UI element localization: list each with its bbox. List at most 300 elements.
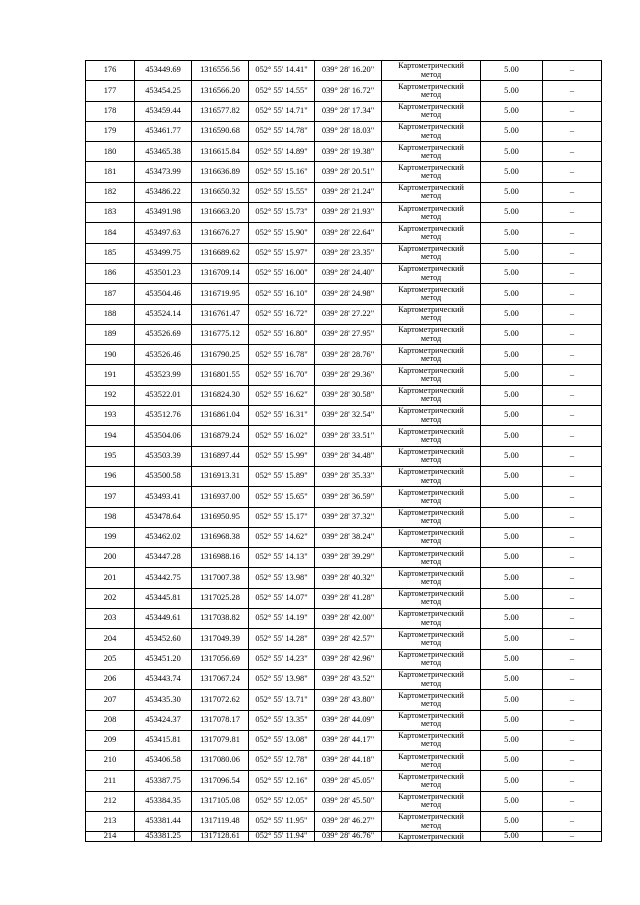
table-row bbox=[86, 365, 602, 385]
accuracy-cell: 5.00 bbox=[481, 710, 543, 730]
method-line-2: метод bbox=[420, 171, 442, 181]
longitude-cell: 039° 28' 42.96" bbox=[315, 649, 382, 669]
latitude-cell: 052° 55' 16.62" bbox=[249, 385, 315, 405]
method-line-1: Картометрический bbox=[398, 568, 464, 578]
method-line-2: метод bbox=[420, 252, 442, 262]
y-coordinate-cell: 1316861.04 bbox=[192, 406, 249, 426]
y-coordinate-cell: 1317080.06 bbox=[192, 751, 249, 771]
point-number-cell: 180 bbox=[86, 142, 135, 162]
point-number-cell: 188 bbox=[86, 304, 135, 324]
note-cell: – bbox=[543, 385, 602, 405]
accuracy-cell: 5.00 bbox=[481, 669, 543, 689]
note-cell: – bbox=[543, 142, 602, 162]
longitude-cell: 039° 28' 16.72" bbox=[315, 81, 382, 101]
method-cell bbox=[382, 385, 481, 405]
latitude-cell: 052° 55' 16.70" bbox=[249, 365, 315, 385]
method-cell bbox=[382, 690, 481, 710]
accuracy-cell: 5.00 bbox=[481, 101, 543, 121]
longitude-cell: 039° 28' 19.38" bbox=[315, 142, 382, 162]
point-number-cell: 210 bbox=[86, 751, 135, 771]
longitude-cell: 039° 28' 33.51" bbox=[315, 426, 382, 446]
accuracy-cell: 5.00 bbox=[481, 751, 543, 771]
method-line-1: Картометрический bbox=[398, 528, 464, 538]
point-number-cell: 211 bbox=[86, 771, 135, 791]
x-coordinate-cell: 453424.37 bbox=[135, 710, 192, 730]
latitude-cell: 052° 55' 14.71" bbox=[249, 101, 315, 121]
table-row bbox=[86, 527, 602, 547]
longitude-cell: 039° 28' 42.57" bbox=[315, 629, 382, 649]
note-cell: – bbox=[543, 365, 602, 385]
latitude-cell: 052° 55' 16.80" bbox=[249, 324, 315, 344]
point-number-cell: 178 bbox=[86, 101, 135, 121]
x-coordinate-cell: 453473.99 bbox=[135, 162, 192, 182]
longitude-cell: 039° 28' 20.51" bbox=[315, 162, 382, 182]
x-coordinate-cell: 453462.02 bbox=[135, 527, 192, 547]
x-coordinate-cell: 453512.76 bbox=[135, 406, 192, 426]
method-cell bbox=[382, 284, 481, 304]
point-number-cell: 195 bbox=[86, 446, 135, 466]
note-cell: – bbox=[543, 284, 602, 304]
x-coordinate-cell: 453486.22 bbox=[135, 182, 192, 202]
method-line-1: Картометрический bbox=[398, 81, 464, 91]
longitude-cell: 039° 28' 17.34" bbox=[315, 101, 382, 121]
method-line-1: Картометрический bbox=[398, 223, 464, 233]
point-number-cell: 205 bbox=[86, 649, 135, 669]
note-cell: – bbox=[543, 406, 602, 426]
method-line-2: метод bbox=[420, 495, 442, 505]
method-line-2: метод bbox=[420, 536, 442, 546]
x-coordinate-cell: 453435.30 bbox=[135, 690, 192, 710]
longitude-cell: 039° 28' 21.24" bbox=[315, 182, 382, 202]
method-line-1: Картометрический bbox=[398, 507, 464, 517]
method-cell bbox=[382, 345, 481, 365]
accuracy-cell: 5.00 bbox=[481, 365, 543, 385]
method-cell bbox=[382, 263, 481, 283]
x-coordinate-cell: 453504.46 bbox=[135, 284, 192, 304]
method-line-1: Картометрический bbox=[398, 365, 464, 375]
y-coordinate-cell: 1316709.14 bbox=[192, 263, 249, 283]
note-cell: – bbox=[543, 568, 602, 588]
method-line-2: метод bbox=[420, 150, 442, 160]
accuracy-cell: 5.00 bbox=[481, 568, 543, 588]
table-row bbox=[86, 669, 602, 689]
method-line-2: метод bbox=[420, 434, 442, 444]
accuracy-cell: 5.00 bbox=[481, 182, 543, 202]
method-cell bbox=[382, 426, 481, 446]
latitude-cell: 052° 55' 16.02" bbox=[249, 426, 315, 446]
method-line-1: Картометрический bbox=[398, 670, 464, 680]
y-coordinate-cell: 1317025.28 bbox=[192, 588, 249, 608]
method-line-2: метод bbox=[420, 313, 442, 323]
method-line-2: метод bbox=[420, 719, 442, 729]
table-row bbox=[86, 649, 602, 669]
latitude-cell: 052° 55' 12.78" bbox=[249, 751, 315, 771]
y-coordinate-cell: 1316937.00 bbox=[192, 487, 249, 507]
accuracy-cell: 5.00 bbox=[481, 345, 543, 365]
method-line-1: Картометрический bbox=[398, 710, 464, 720]
y-coordinate-cell: 1316566.20 bbox=[192, 81, 249, 101]
longitude-cell: 039° 28' 45.05" bbox=[315, 771, 382, 791]
method-cell bbox=[382, 487, 481, 507]
method-cell bbox=[382, 568, 481, 588]
y-coordinate-cell: 1316988.16 bbox=[192, 548, 249, 568]
method-line-2: метод bbox=[420, 353, 442, 363]
latitude-cell: 052° 55' 13.35" bbox=[249, 710, 315, 730]
longitude-cell: 039° 28' 44.18" bbox=[315, 751, 382, 771]
method-line-1: Картометрический bbox=[398, 203, 464, 213]
note-cell: – bbox=[543, 324, 602, 344]
method-line-2: метод bbox=[420, 516, 442, 526]
table-row bbox=[86, 690, 602, 710]
point-number-cell: 189 bbox=[86, 324, 135, 344]
point-number-cell: 192 bbox=[86, 385, 135, 405]
method-cell bbox=[382, 629, 481, 649]
point-number-cell: 206 bbox=[86, 669, 135, 689]
y-coordinate-cell: 1316790.25 bbox=[192, 345, 249, 365]
note-cell: – bbox=[543, 548, 602, 568]
accuracy-cell: 5.00 bbox=[481, 588, 543, 608]
table-row bbox=[86, 284, 602, 304]
latitude-cell: 052° 55' 11.95" bbox=[249, 811, 315, 831]
point-number-cell: 202 bbox=[86, 588, 135, 608]
longitude-cell: 039° 28' 44.09" bbox=[315, 710, 382, 730]
method-cell bbox=[382, 446, 481, 466]
y-coordinate-cell: 1316650.32 bbox=[192, 182, 249, 202]
note-cell: – bbox=[543, 426, 602, 446]
latitude-cell: 052° 55' 16.00" bbox=[249, 263, 315, 283]
table-row bbox=[86, 243, 602, 263]
table-row bbox=[86, 162, 602, 182]
note-cell: – bbox=[543, 730, 602, 750]
note-cell: – bbox=[543, 609, 602, 629]
x-coordinate-cell: 453449.61 bbox=[135, 609, 192, 629]
x-coordinate-cell: 453381.25 bbox=[135, 832, 192, 842]
method-line-1: Картометрический bbox=[398, 447, 464, 457]
method-line-1: Картометрический bbox=[398, 305, 464, 314]
longitude-cell: 039° 28' 40.32" bbox=[315, 568, 382, 588]
note-cell: – bbox=[543, 203, 602, 223]
x-coordinate-cell: 453465.38 bbox=[135, 142, 192, 162]
latitude-cell: 052° 55' 16.10" bbox=[249, 284, 315, 304]
accuracy-cell: 5.00 bbox=[481, 446, 543, 466]
table-row bbox=[86, 548, 602, 568]
x-coordinate-cell: 453499.75 bbox=[135, 243, 192, 263]
table-row bbox=[86, 771, 602, 791]
accuracy-cell: 5.00 bbox=[481, 304, 543, 324]
longitude-cell: 039° 28' 39.29" bbox=[315, 548, 382, 568]
longitude-cell: 039° 28' 24.40" bbox=[315, 263, 382, 283]
note-cell: – bbox=[543, 304, 602, 324]
x-coordinate-cell: 453491.98 bbox=[135, 203, 192, 223]
method-cell bbox=[382, 304, 481, 324]
latitude-cell: 052° 55' 11.94" bbox=[249, 832, 315, 842]
latitude-cell: 052° 55' 14.28" bbox=[249, 629, 315, 649]
latitude-cell: 052° 55' 12.16" bbox=[249, 771, 315, 791]
table-row bbox=[86, 142, 602, 162]
point-number-cell: 208 bbox=[86, 710, 135, 730]
method-cell bbox=[382, 61, 481, 81]
x-coordinate-cell: 453526.46 bbox=[135, 345, 192, 365]
latitude-cell: 052° 55' 14.89" bbox=[249, 142, 315, 162]
accuracy-cell: 5.00 bbox=[481, 527, 543, 547]
method-cell bbox=[382, 588, 481, 608]
table-row bbox=[86, 466, 602, 486]
method-line-1: Картометрический bbox=[398, 690, 464, 700]
y-coordinate-cell: 1316556.56 bbox=[192, 61, 249, 81]
accuracy-cell: 5.00 bbox=[481, 142, 543, 162]
latitude-cell: 052° 55' 15.99" bbox=[249, 446, 315, 466]
latitude-cell: 052° 55' 14.07" bbox=[249, 588, 315, 608]
x-coordinate-cell: 453497.63 bbox=[135, 223, 192, 243]
point-number-cell: 182 bbox=[86, 182, 135, 202]
method-line-2: метод bbox=[420, 394, 442, 404]
longitude-cell: 039° 28' 41.28" bbox=[315, 588, 382, 608]
method-line-1: Картометрический bbox=[398, 731, 464, 741]
note-cell: – bbox=[543, 263, 602, 283]
method-line-2: метод bbox=[420, 678, 442, 688]
y-coordinate-cell: 1316897.44 bbox=[192, 446, 249, 466]
y-coordinate-cell: 1317096.54 bbox=[192, 771, 249, 791]
latitude-cell: 052° 55' 14.13" bbox=[249, 548, 315, 568]
method-line-1: Картометрический bbox=[398, 831, 464, 841]
longitude-cell: 039° 28' 46.76" bbox=[315, 832, 382, 842]
note-cell: – bbox=[543, 669, 602, 689]
accuracy-cell: 5.00 bbox=[481, 771, 543, 791]
point-number-cell: 191 bbox=[86, 365, 135, 385]
method-line-1: Картометрический bbox=[398, 629, 464, 639]
method-line-1: Картометрический bbox=[398, 771, 464, 781]
point-number-cell: 214 bbox=[86, 832, 135, 842]
y-coordinate-cell: 1316824.30 bbox=[192, 385, 249, 405]
method-cell bbox=[382, 101, 481, 121]
x-coordinate-cell: 453524.14 bbox=[135, 304, 192, 324]
latitude-cell: 052° 55' 13.98" bbox=[249, 568, 315, 588]
note-cell: – bbox=[543, 690, 602, 710]
longitude-cell: 039° 28' 43.80" bbox=[315, 690, 382, 710]
note-cell: – bbox=[543, 629, 602, 649]
latitude-cell: 052° 55' 15.55" bbox=[249, 182, 315, 202]
y-coordinate-cell: 1316879.24 bbox=[192, 426, 249, 446]
coordinates-table-body bbox=[86, 61, 602, 842]
point-number-cell: 212 bbox=[86, 791, 135, 811]
note-cell: – bbox=[543, 527, 602, 547]
note-cell: – bbox=[543, 771, 602, 791]
point-number-cell: 176 bbox=[86, 61, 135, 81]
y-coordinate-cell: 1316950.95 bbox=[192, 507, 249, 527]
note-cell: – bbox=[543, 223, 602, 243]
method-line-1: Картометрический bbox=[398, 487, 464, 497]
method-line-1: Картометрический bbox=[398, 609, 464, 619]
note-cell: – bbox=[543, 345, 602, 365]
method-line-2: метод bbox=[420, 800, 442, 810]
latitude-cell: 052° 55' 16.72" bbox=[249, 304, 315, 324]
y-coordinate-cell: 1316689.62 bbox=[192, 243, 249, 263]
accuracy-cell: 5.00 bbox=[481, 649, 543, 669]
method-line-2: метод bbox=[420, 577, 442, 587]
accuracy-cell: 5.00 bbox=[481, 487, 543, 507]
y-coordinate-cell: 1316615.84 bbox=[192, 142, 249, 162]
note-cell: – bbox=[543, 710, 602, 730]
latitude-cell: 052° 55' 15.16" bbox=[249, 162, 315, 182]
longitude-cell: 039° 28' 22.64" bbox=[315, 223, 382, 243]
accuracy-cell: 5.00 bbox=[481, 243, 543, 263]
method-cell bbox=[382, 466, 481, 486]
method-line-2: метод bbox=[420, 211, 442, 221]
method-cell bbox=[382, 710, 481, 730]
x-coordinate-cell: 453500.58 bbox=[135, 466, 192, 486]
note-cell: – bbox=[543, 466, 602, 486]
longitude-cell: 039° 28' 30.58" bbox=[315, 385, 382, 405]
latitude-cell: 052° 55' 14.41" bbox=[249, 61, 315, 81]
table-row bbox=[86, 203, 602, 223]
method-line-2: метод bbox=[420, 759, 442, 769]
table-row bbox=[86, 710, 602, 730]
latitude-cell: 052° 55' 14.78" bbox=[249, 121, 315, 141]
method-line-1: Картометрический bbox=[398, 751, 464, 761]
method-line-1: Картометрический bbox=[398, 812, 464, 822]
method-line-2: метод bbox=[420, 597, 442, 607]
point-number-cell: 186 bbox=[86, 263, 135, 283]
point-number-cell: 194 bbox=[86, 426, 135, 446]
y-coordinate-cell: 1316968.38 bbox=[192, 527, 249, 547]
method-cell bbox=[382, 730, 481, 750]
method-cell bbox=[382, 649, 481, 669]
latitude-cell: 052° 55' 13.71" bbox=[249, 690, 315, 710]
x-coordinate-cell: 453387.75 bbox=[135, 771, 192, 791]
point-number-cell: 193 bbox=[86, 406, 135, 426]
longitude-cell: 039° 28' 32.54" bbox=[315, 406, 382, 426]
method-cell bbox=[382, 81, 481, 101]
x-coordinate-cell: 453454.25 bbox=[135, 81, 192, 101]
x-coordinate-cell: 453478.64 bbox=[135, 507, 192, 527]
method-line-2: метод bbox=[420, 658, 442, 668]
table-row bbox=[86, 446, 602, 466]
note-cell: – bbox=[543, 751, 602, 771]
point-number-cell: 213 bbox=[86, 811, 135, 831]
point-number-cell: 204 bbox=[86, 629, 135, 649]
accuracy-cell: 5.00 bbox=[481, 61, 543, 81]
latitude-cell: 052° 55' 15.97" bbox=[249, 243, 315, 263]
note-cell: – bbox=[543, 101, 602, 121]
method-line-1: Картометрический bbox=[398, 284, 464, 294]
accuracy-cell: 5.00 bbox=[481, 507, 543, 527]
accuracy-cell: 5.00 bbox=[481, 81, 543, 101]
x-coordinate-cell: 453451.20 bbox=[135, 649, 192, 669]
method-line-2: метод bbox=[420, 89, 442, 99]
note-cell: – bbox=[543, 121, 602, 141]
accuracy-cell: 5.00 bbox=[481, 284, 543, 304]
method-line-1: Картометрический bbox=[398, 142, 464, 152]
method-line-2: метод bbox=[420, 110, 442, 120]
method-cell bbox=[382, 142, 481, 162]
note-cell: – bbox=[543, 243, 602, 263]
y-coordinate-cell: 1316676.27 bbox=[192, 223, 249, 243]
method-cell bbox=[382, 223, 481, 243]
method-line-1: Картометрический bbox=[398, 162, 464, 172]
point-number-cell: 181 bbox=[86, 162, 135, 182]
method-cell bbox=[382, 771, 481, 791]
x-coordinate-cell: 453523.99 bbox=[135, 365, 192, 385]
method-line-1: Картометрический bbox=[398, 589, 464, 599]
latitude-cell: 052° 55' 16.78" bbox=[249, 345, 315, 365]
table-row bbox=[86, 588, 602, 608]
method-line-1: Картометрический bbox=[398, 61, 464, 71]
table-row bbox=[86, 345, 602, 365]
longitude-cell: 039° 28' 37.32" bbox=[315, 507, 382, 527]
longitude-cell: 039° 28' 23.35" bbox=[315, 243, 382, 263]
table-row bbox=[86, 101, 602, 121]
table-row bbox=[86, 121, 602, 141]
method-line-2: метод bbox=[420, 455, 442, 465]
table-row bbox=[86, 609, 602, 629]
latitude-cell: 052° 55' 14.23" bbox=[249, 649, 315, 669]
accuracy-cell: 5.00 bbox=[481, 791, 543, 811]
longitude-cell: 039° 28' 35.33" bbox=[315, 466, 382, 486]
longitude-cell: 039° 28' 16.20" bbox=[315, 61, 382, 81]
method-line-2: метод bbox=[420, 374, 442, 384]
method-cell bbox=[382, 832, 481, 842]
point-number-cell: 200 bbox=[86, 548, 135, 568]
x-coordinate-cell: 453443.74 bbox=[135, 669, 192, 689]
method-line-1: Картометрический bbox=[398, 345, 464, 355]
x-coordinate-cell: 453447.28 bbox=[135, 548, 192, 568]
table-row bbox=[86, 487, 602, 507]
longitude-cell: 039° 28' 36.59" bbox=[315, 487, 382, 507]
note-cell: – bbox=[543, 81, 602, 101]
note-cell: – bbox=[543, 507, 602, 527]
method-line-2: метод bbox=[420, 556, 442, 566]
y-coordinate-cell: 1316577.82 bbox=[192, 101, 249, 121]
point-number-cell: 179 bbox=[86, 121, 135, 141]
longitude-cell: 039° 28' 28.76" bbox=[315, 345, 382, 365]
accuracy-cell: 5.00 bbox=[481, 629, 543, 649]
longitude-cell: 039° 28' 29.36" bbox=[315, 365, 382, 385]
method-cell bbox=[382, 791, 481, 811]
longitude-cell: 039° 28' 38.24" bbox=[315, 527, 382, 547]
point-number-cell: 199 bbox=[86, 527, 135, 547]
table-row bbox=[86, 507, 602, 527]
table-row bbox=[86, 730, 602, 750]
note-cell: – bbox=[543, 649, 602, 669]
x-coordinate-cell: 453526.69 bbox=[135, 324, 192, 344]
table-row bbox=[86, 223, 602, 243]
point-number-cell: 209 bbox=[86, 730, 135, 750]
method-line-2: метод bbox=[420, 272, 442, 282]
method-cell bbox=[382, 406, 481, 426]
method-cell bbox=[382, 507, 481, 527]
accuracy-cell: 5.00 bbox=[481, 406, 543, 426]
y-coordinate-cell: 1317128.61 bbox=[192, 832, 249, 842]
note-cell: – bbox=[543, 832, 602, 842]
longitude-cell: 039° 28' 34.48" bbox=[315, 446, 382, 466]
latitude-cell: 052° 55' 15.17" bbox=[249, 507, 315, 527]
x-coordinate-cell: 453445.81 bbox=[135, 588, 192, 608]
accuracy-cell: 5.00 bbox=[481, 162, 543, 182]
method-line-1: Картометрический bbox=[398, 467, 464, 477]
note-cell: – bbox=[543, 811, 602, 831]
accuracy-cell: 5.00 bbox=[481, 263, 543, 283]
accuracy-cell: 5.00 bbox=[481, 832, 543, 842]
y-coordinate-cell: 1317049.39 bbox=[192, 629, 249, 649]
method-line-1: Картометрический bbox=[398, 244, 464, 254]
accuracy-cell: 5.00 bbox=[481, 690, 543, 710]
y-coordinate-cell: 1316913.31 bbox=[192, 466, 249, 486]
x-coordinate-cell: 453384.35 bbox=[135, 791, 192, 811]
latitude-cell: 052° 55' 15.89" bbox=[249, 466, 315, 486]
method-line-1: Картометрический bbox=[398, 386, 464, 396]
y-coordinate-cell: 1317056.69 bbox=[192, 649, 249, 669]
method-line-2: метод bbox=[420, 191, 442, 201]
